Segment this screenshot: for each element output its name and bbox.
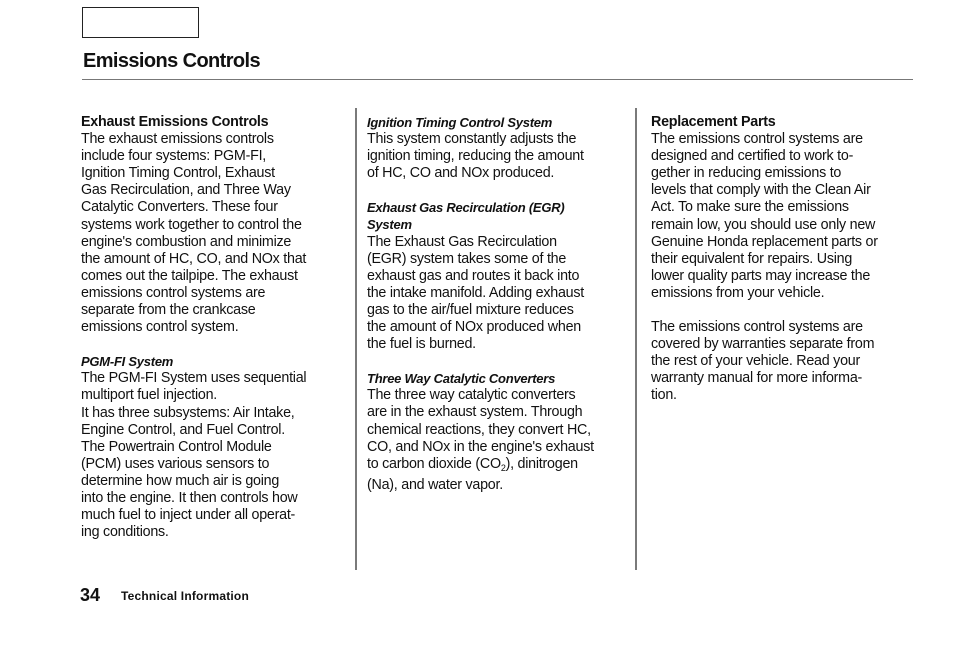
header-rule [82, 79, 913, 80]
catalytic-text-part-b: ), dinitrogen (Na), and water vapor. [367, 455, 578, 493]
egr-text: The Exhaust Gas Recirculation (EGR) system takes some of the exhaust gas and routes it back into the intake manifold. Adding exhaust gas to the air/fuel mixture reduces the amount of NOx produced when the fuel is burned. [367, 233, 584, 353]
replacement-parts-text-2: The emissions control systems are covered by warranties separate from the rest of your vehicle. Read your warranty manual for more informa- tion. [651, 319, 875, 404]
pgmfi-text-2: It has three subsystems: Air Intake, Engine Control, and Fuel Control. The Powertrain Control Module (PCM) uses various sensors to determine how much air is going into the engine. It then controls how much fuel to inject under all operat- ing conditions. [81, 404, 298, 541]
column-3 [651, 114, 917, 405]
catalytic-text-part-a: The three way catalytic converters are in the exhaust system. Through chemical reactions, they convert HC, CO, and NOx in the engine's exhaust to carbon dioxide (CO [367, 387, 594, 472]
ignition-timing-heading: Ignition Timing Control System [367, 115, 553, 130]
pgmfi-text-1: The PGM-FI System uses sequential multiport fuel injection. [81, 370, 307, 404]
pgmfi-heading: PGM-FI System [81, 354, 174, 370]
column-divider-1 [355, 108, 357, 570]
catalytic-converters-text [367, 387, 631, 494]
exhaust-emissions-heading: Exhaust Emissions Controls [81, 114, 269, 130]
page-title: Emissions Controls [83, 50, 261, 72]
egr-heading: Exhaust Gas Recirculation (EGR) System [367, 200, 565, 233]
column-divider-2 [635, 108, 637, 570]
replacement-parts-heading: Replacement Parts [651, 114, 776, 130]
column-1 [81, 114, 349, 541]
co2-subscript: 2 [500, 462, 506, 473]
column-2 [367, 114, 631, 494]
exhaust-emissions-text: The exhaust emissions controls include four systems: PGM-FI, Ignition Timing Control, Exhaust Gas Recirculation, and Three Way Catalytic Converters. These four systems work together to control the engine's combustion and minimize the amount of HC, CO, and NOx that comes out the tailpipe. The exhaust emissions control systems are separate from the crankcase emissions control system. [81, 131, 307, 336]
footer-section-label: Technical Information [121, 589, 249, 603]
replacement-parts-text-1: The emissions control systems are designed and certified to work to- gether in reducing emissions to levels that comply with the Clean Air Act. To make sure the emissions remain low, you should use only new Genuine Honda replacement parts or their equivalent for repairs. Using lower quality parts may increase the emissions from your vehicle. [651, 131, 878, 301]
catalytic-converters-heading: Three Way Catalytic Converters [367, 371, 556, 387]
navigation-box[interactable] [82, 7, 199, 38]
ignition-timing-text: This system constantly adjusts the ignition timing, reducing the amount of HC, CO and NOx produced. [367, 131, 584, 182]
page-number: 34 [80, 585, 101, 605]
